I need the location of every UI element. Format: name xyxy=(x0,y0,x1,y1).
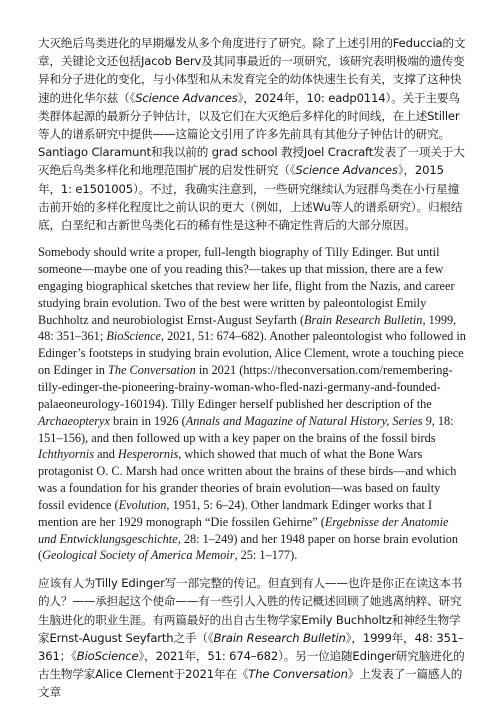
italic-citation-text: The Conversation xyxy=(108,363,196,378)
text-segment: in 2021 (https://theconversation.com/remembering-tilly-edinger-the-pioneering-brainy-woman-who-fled-nazi-germany-and-founded-palaeoneurology-160194). Tilly Edinger herself published her description of the xyxy=(38,363,453,411)
text-segment: brain in 1926 ( xyxy=(109,413,186,428)
text-segment: 》，2015年，1: e1501005）。不过，我确实注意到，一些研究继续认为冠群鸟类在小行星撞击前开始的多样化程度比之前认识的更大（例如，上述Wu等人的谱系研究）。归根结底，白垩纪和古新世鸟类化石的稀有性是这种不确定性背后的大部分原因。 xyxy=(38,163,463,233)
text-segment: 应该有人为Tilly Edinger写一部完整的传记。但直到有人——也许是你正在读这本书的人？——承担起这个使命——有一些引人入胜的传记概述回顾了她逃离纳粹、研究生脑进化的职业生涯。有两篇最好的出自古生物学家Emily Buchholtz和神经生物学家Ernst-August Seyfarth之手（《 xyxy=(38,576,463,645)
text-segment: , which showed that much of what the Bone Wars protagonist O. C. Marsh had once written about the brains of these birds—and which was a foundation for his grander theories of brain evolution—was based on faulty fossil evidence ( xyxy=(38,447,457,512)
paragraph-chinese-1 xyxy=(38,34,466,234)
text-segment: 》上发表了一篇感人的文章 xyxy=(38,667,463,700)
italic-citation-text: Science Advances xyxy=(135,90,238,105)
text-segment: 大灭绝后鸟类进化的早期爆发从多个角度进行了研究。除了上述引用的Feduccia的文章，关键论文还包括Jacob Berv及其同事最近的一项研究，该研究表明极端的遗传变异和分子进化的变化，与小体型和从未发育完全的幼体快速生长有关，支撑了这种快速的进化华尔兹（《 xyxy=(38,36,466,105)
italic-citation-text: Brain Research Bulletin xyxy=(304,312,423,327)
text-segment: 》，2024年，10: eadp0114）。关于主要鸟类群体起源的最新分子钟估计，以及它们在大灭绝后多样化的时间线，在上述Stiller等人的谱系研究中提供——这篇论文引用了许多先前具有其他分子钟估计的研究。Santiago Claramunt和我以前的 grad school 教授Joel Cracraft发表了一项关于大灭绝后鸟类多样化和地理范围扩展的启发性研究（《 xyxy=(38,90,465,178)
text-segment: , 25: 1–177). xyxy=(234,548,298,563)
italic-citation-text: Archaeopteryx xyxy=(38,413,110,428)
italic-citation-text: Brain Research Bulletin xyxy=(213,630,346,645)
italic-citation-text: Evolution xyxy=(118,497,167,512)
text-segment: , 18: 151–156), and then followed up with a key paper on the brains of the fossil birds xyxy=(38,413,454,445)
text-segment: 》，1999年，48: 351–361；《 xyxy=(38,630,464,664)
italic-citation-text: Hesperornis xyxy=(117,447,179,462)
italic-citation-text: Ergebnisse der Anatomie und Entwicklungsgeschichte xyxy=(38,514,449,546)
italic-citation-text: BioScience xyxy=(106,329,161,344)
italic-citation-text: Geological Society of America Memoir xyxy=(42,548,235,563)
text-segment: , 2021, 51: 674–682). Another paleontologist who followed in Edinger’s footsteps in studying brain evolution, Alice Clement, wrote a touching piece on Edinger in xyxy=(38,329,466,378)
italic-citation-text: Ichthyornis xyxy=(38,447,95,462)
text-segment: , 1999, 48: 351–361; xyxy=(38,312,457,344)
italic-citation-text: The Conversation xyxy=(248,667,348,682)
paragraph-chinese-2 xyxy=(38,574,466,701)
text-segment: Somebody should write a proper, full-length biography of Tilly Edinger. But until someone—maybe one of you reading this?—takes up that mission, there are a few engaging biographical sketches that review her life, flight from the Nazis, and career studying brain evolution. Two of the best were written by paleontologist Emily Buchholtz and neurobiologist Ernst-August Seyfarth ( xyxy=(38,245,455,327)
paragraph-english xyxy=(38,244,466,564)
italic-citation-text: Annals and Magazine of Natural History, Series 9 xyxy=(185,413,432,428)
text-segment: and xyxy=(94,447,118,462)
text-segment: 》，2021年，51: 674–682）。另一位追随Edinger研究脑进化的古生物学家Alice Clement于2021年在《 xyxy=(38,649,465,682)
italic-citation-text: Science Advances xyxy=(295,163,398,178)
text-segment: , 28: 1–249) and her 1948 paper on horse brain evolution ( xyxy=(38,531,459,563)
text-segment: , 1951, 5: 6–24). Other landmark Edinger works that I mention are her 1929 monograph “Die fossilen Gehirne” ( xyxy=(38,497,433,529)
document-page xyxy=(38,34,466,702)
italic-citation-text: BioScience xyxy=(76,649,139,664)
